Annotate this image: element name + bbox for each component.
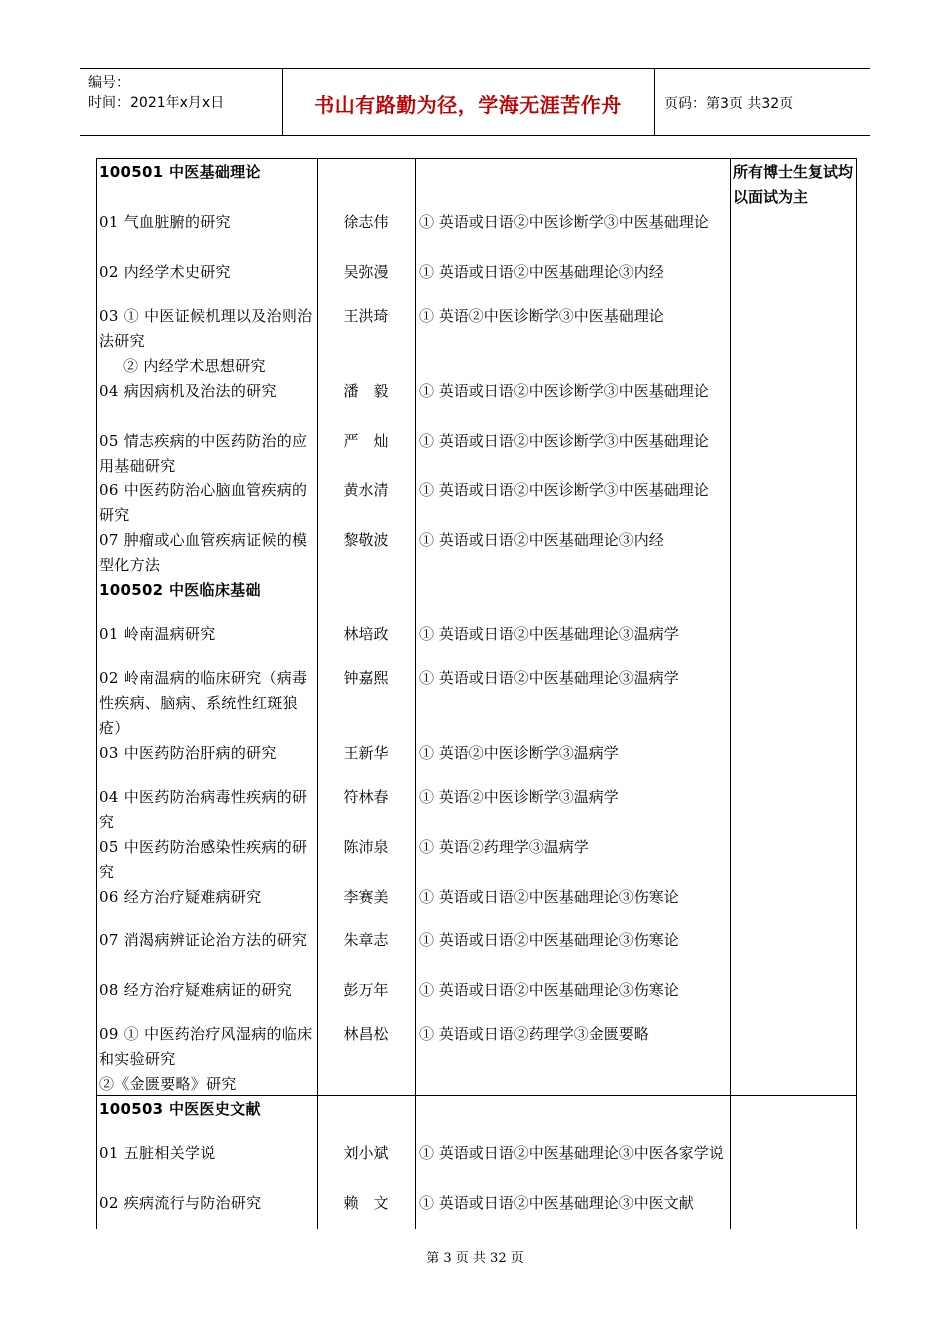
tutor-name: 赖 文: [343, 1194, 389, 1212]
header-meta: [88, 73, 224, 113]
interview-note: 所有博士生复试均以面试为主: [733, 163, 854, 206]
tutor-name: 吴弥漫: [343, 263, 389, 281]
page-footer: 第 3 页 共 32 页: [426, 1251, 524, 1266]
exam-subjects: ① 英语或日语②中医基础理论③伤寒论: [419, 981, 679, 999]
tutor-name: 李赛美: [343, 888, 389, 906]
tutor-name: 钟嘉熙: [343, 669, 389, 687]
header-page-info: 页码：第3页 共32页: [664, 96, 794, 112]
research-direction: 08 经方治疗疑难病证的研究: [99, 981, 293, 999]
exam-subjects: ① 英语②中医诊断学③温病学: [419, 744, 619, 762]
header-motto: 书山有路勤为径，学海无涯苦作舟: [314, 93, 622, 117]
section-title: 100501 中医基础理论: [99, 163, 261, 181]
tutor-name: 林昌松: [343, 1025, 389, 1043]
research-direction: 09 ① 中医药治疗风湿病的临床和实验研究 ②《金匮要略》研究: [99, 1025, 313, 1093]
exam-subjects: ① 英语②中医诊断学③温病学: [419, 788, 619, 806]
research-direction: 02 岭南温病的临床研究（病毒性疾病、脑病、系统性红斑狼疮）: [99, 669, 308, 737]
tutor-name: 刘小斌: [343, 1144, 389, 1162]
exam-subjects: ① 英语或日语②中医诊断学③中医基础理论: [419, 481, 709, 499]
research-direction: 06 经方治疗疑难病研究: [99, 888, 262, 906]
tutor-name: 林培政: [343, 625, 389, 643]
tutor-name: 朱章志: [343, 931, 389, 949]
research-direction: 02 疾病流行与防治研究: [99, 1194, 262, 1212]
exam-subjects: ① 英语或日语②中医基础理论③内经: [419, 263, 664, 281]
research-direction: 07 消渴病辨证论治方法的研究: [99, 931, 308, 949]
research-direction: 03 中医药防治肝病的研究: [99, 744, 277, 762]
exam-subjects: ① 英语或日语②中医基础理论③中医文献: [419, 1194, 694, 1212]
exam-subjects: ① 英语或日语②中医基础理论③温病学: [419, 669, 679, 687]
exam-subjects: ① 英语②药理学③温病学: [419, 838, 589, 856]
research-direction: 05 情志疾病的中医药防治的应用基础研究: [99, 432, 308, 475]
document-number: 编号：: [88, 75, 130, 91]
tutor-name: 严 灿: [343, 432, 389, 450]
research-direction: 05 中医药防治感染性疾病的研究: [99, 838, 308, 881]
research-direction: 01 五脏相关学说: [99, 1144, 216, 1162]
research-direction: 07 肿瘤或心血管疾病证候的模型化方法: [99, 531, 308, 574]
tutor-name: 黄水清: [343, 481, 389, 499]
research-direction: 01 气血脏腑的研究: [99, 213, 231, 231]
research-direction: 01 岭南温病研究: [99, 625, 216, 643]
exam-subjects: ① 英语或日语②中医诊断学③中医基础理论: [419, 213, 709, 231]
exam-subjects: ① 英语或日语②药理学③金匮要略: [419, 1025, 649, 1043]
research-direction: 04 病因病机及治法的研究: [99, 382, 277, 400]
tutor-name: 潘 毅: [343, 382, 389, 400]
tutor-name: 彭万年: [343, 981, 389, 999]
exam-subjects: ① 英语②中医诊断学③中医基础理论: [419, 307, 664, 325]
section-title: 100503 中医医史文献: [99, 1100, 261, 1118]
research-direction: 03 ① 中医证候机理以及治则治法研究 ② 内经学术思想研究: [99, 307, 313, 375]
tutor-name: 陈沛泉: [343, 838, 389, 856]
tutor-name: 符林春: [343, 788, 389, 806]
research-direction: 02 内经学术史研究: [99, 263, 231, 281]
tutor-name: 王新华: [343, 744, 389, 762]
header-divider: [654, 69, 655, 135]
exam-subjects: ① 英语或日语②中医基础理论③温病学: [419, 625, 679, 643]
tutor-name: 王洪琦: [343, 307, 389, 325]
exam-subjects: ① 英语或日语②中医基础理论③伤寒论: [419, 931, 679, 949]
research-direction: 04 中医药防治病毒性疾病的研究: [99, 788, 308, 831]
tutor-name: 黎敬波: [343, 531, 389, 549]
research-direction: 06 中医药防治心脑血管疾病的研究: [99, 481, 308, 524]
exam-subjects: ① 英语或日语②中医基础理论③伤寒论: [419, 888, 679, 906]
exam-subjects: ① 英语或日语②中医诊断学③中医基础理论: [419, 432, 709, 450]
exam-subjects: ① 英语或日语②中医诊断学③中医基础理论: [419, 382, 709, 400]
exam-subjects: ① 英语或日语②中医基础理论③内经: [419, 531, 664, 549]
document-date: 时间：2021年x月x日: [88, 95, 225, 111]
tutor-name: 徐志伟: [343, 213, 389, 231]
section-title: 100502 中医临床基础: [99, 581, 261, 599]
page-header: [80, 68, 870, 136]
exam-subjects: ① 英语或日语②中医基础理论③中医各家学说: [419, 1144, 724, 1162]
program-table: [96, 158, 856, 1229]
